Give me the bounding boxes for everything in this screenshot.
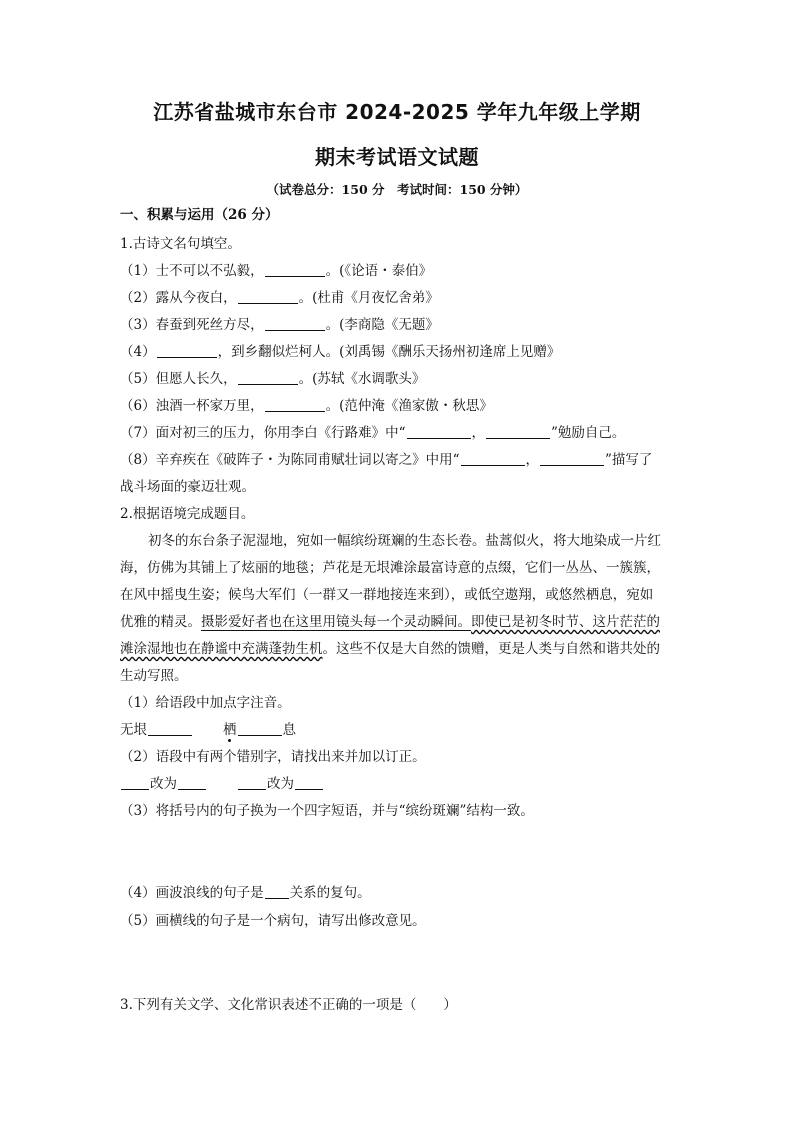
passage-line-5-post: 。这些不仅是大自然的馈赠，更是人类与自然和谐共处的 bbox=[322, 641, 660, 657]
passage-line-2: 海，仿佛为其铺上了炫丽的地毯；芦花是无垠滩涂最富诗意的点缀，它们一丛丛、一簇簇， bbox=[120, 560, 660, 576]
pinyin-word-b-pre: 栖 bbox=[223, 722, 237, 738]
section-heading: 一、积累与运用（26 分） bbox=[120, 207, 279, 223]
q1-item-2-post: 。(杜甫《月夜忆舍弟》 bbox=[298, 290, 439, 306]
q1-item-2-pre: （2）露从今夜白， bbox=[120, 290, 237, 306]
answer-blank[interactable] bbox=[238, 370, 298, 385]
answer-blank[interactable] bbox=[265, 397, 325, 412]
q1-item-8-cont: 战斗场面的豪迈壮观。 bbox=[120, 479, 255, 495]
q1-item-1 bbox=[120, 262, 680, 280]
q1-item-7 bbox=[120, 424, 680, 442]
q2-sub-2: （2）语段中有两个错别字，请找出来并加以订正。 bbox=[120, 749, 426, 765]
change-to-label: 改为 bbox=[267, 776, 294, 792]
answer-blank[interactable] bbox=[265, 316, 325, 331]
question-3-stem: 3.下列有关文学、文化常识表述不正确的一项是（ ） bbox=[120, 997, 457, 1013]
passage-line-4-pre: 优雅的精灵。 bbox=[120, 614, 201, 630]
q1-item-5-pre: （5）但愿人长久， bbox=[120, 371, 237, 387]
answer-blank[interactable] bbox=[157, 343, 217, 358]
wavy-sentence-part2: 滩涂湿地也在静谧中充满蓬勃生机 bbox=[120, 641, 323, 657]
q1-item-1-pre: （1）士不可以不弘毅， bbox=[120, 263, 264, 279]
answer-blank[interactable] bbox=[238, 289, 298, 304]
q2-sub-1-answers bbox=[120, 721, 680, 739]
passage-line-4 bbox=[120, 613, 680, 631]
answer-blank[interactable] bbox=[295, 775, 323, 790]
q2-sub-4-pre: （4）画波浪线的句子是 bbox=[120, 885, 264, 901]
answer-blank[interactable] bbox=[461, 451, 525, 466]
q1-item-8-pre: （8）辛弃疾在《破阵子・为陈同甫赋壮词以寄之》中用“ bbox=[120, 452, 460, 468]
q2-sub-1: （1）给语段中加点字注音。 bbox=[120, 695, 291, 711]
q1-item-3-post: 。(李商隐《无题》 bbox=[325, 317, 439, 333]
q1-item-7-pre: （7）面对初三的压力，你用李白《行路难》中“ bbox=[120, 425, 406, 441]
q2-sub-4 bbox=[120, 884, 680, 902]
question-2-stem: 2.根据语境完成题目。 bbox=[120, 506, 255, 522]
page-title-line1: 江苏省盐城市东台市 2024-2025 学年九年级上学期 bbox=[153, 100, 641, 124]
q1-item-6 bbox=[120, 397, 680, 415]
passage-line-1: 初冬的东台条子泥湿地，宛如一幅缤纷斑斓的生态长卷。盐蒿似火，将大地染成一片红 bbox=[148, 533, 661, 549]
q1-item-2 bbox=[120, 289, 680, 307]
answer-blank[interactable] bbox=[540, 451, 604, 466]
q1-item-8 bbox=[120, 451, 680, 469]
answer-blank[interactable] bbox=[238, 721, 282, 736]
passage-line-6: 生动写照。 bbox=[120, 668, 188, 684]
answer-blank[interactable] bbox=[178, 775, 206, 790]
wavy-sentence-part1: 即使已是初冬时节、这片茫茫的 bbox=[471, 614, 660, 630]
answer-blank[interactable] bbox=[121, 775, 149, 790]
q1-item-8-post: ”描写了 bbox=[605, 452, 653, 468]
q2-sub-4-post: 关系的复句。 bbox=[289, 885, 371, 901]
pinyin-word-a: 无垠 bbox=[120, 722, 147, 738]
passage-line-5 bbox=[120, 640, 680, 658]
q2-sub-3: （3）将括号内的句子换为一个四字短语，并与“缤纷斑斓”结构一致。 bbox=[120, 803, 534, 819]
q2-sub-5: （5）画横线的句子是一个病句，请写出修改意见。 bbox=[120, 913, 426, 929]
q1-item-4-post: ，到乡翻似烂柯人。(刘禹锡《酬乐天扬州初逢席上见赠》 bbox=[217, 344, 561, 360]
page-title-line2: 期末考试语文试题 bbox=[315, 145, 479, 169]
change-to-label: 改为 bbox=[150, 776, 177, 792]
answer-blank[interactable] bbox=[265, 262, 325, 277]
q1-item-4-pre: （4） bbox=[120, 344, 156, 360]
answer-blank[interactable] bbox=[238, 775, 266, 790]
question-1-stem: 1.古诗文名句填空。 bbox=[120, 236, 241, 252]
q1-item-3-pre: （3）春蚕到死丝方尽， bbox=[120, 317, 264, 333]
underlined-sentence: 摄影爱好者也在这里用镜头每一个灵动瞬间。 bbox=[201, 614, 471, 630]
q1-item-1-post: 。(《论语・泰伯》 bbox=[325, 263, 433, 279]
q1-item-8-mid: ， bbox=[525, 452, 539, 468]
q1-item-5 bbox=[120, 370, 680, 388]
q1-item-6-post: 。(范仲淹《渔家傲・秋思》 bbox=[325, 398, 493, 414]
q1-item-7-mid: ， bbox=[471, 425, 485, 441]
q1-item-6-pre: （6）浊酒一杯家万里， bbox=[120, 398, 264, 414]
answer-blank[interactable] bbox=[148, 721, 192, 736]
exam-meta: （试卷总分：150 分 考试时间：150 分钟） bbox=[266, 182, 528, 197]
q1-item-3 bbox=[120, 316, 680, 334]
passage-line-3: 在风中摇曳生姿；候鸟大军们（一群又一群地接连来到），或低空遨翔，或悠然栖息，宛如 bbox=[120, 587, 654, 603]
answer-blank[interactable] bbox=[407, 424, 471, 439]
q1-item-4 bbox=[120, 343, 680, 361]
q1-item-7-post: ”勉励自己。 bbox=[551, 425, 626, 441]
q1-item-5-post: 。(苏轼《水调歌头》 bbox=[298, 371, 426, 387]
answer-blank[interactable] bbox=[265, 884, 289, 899]
q2-sub-2-answers bbox=[120, 775, 680, 793]
pinyin-word-b-post: 息 bbox=[282, 722, 296, 738]
answer-blank[interactable] bbox=[486, 424, 550, 439]
